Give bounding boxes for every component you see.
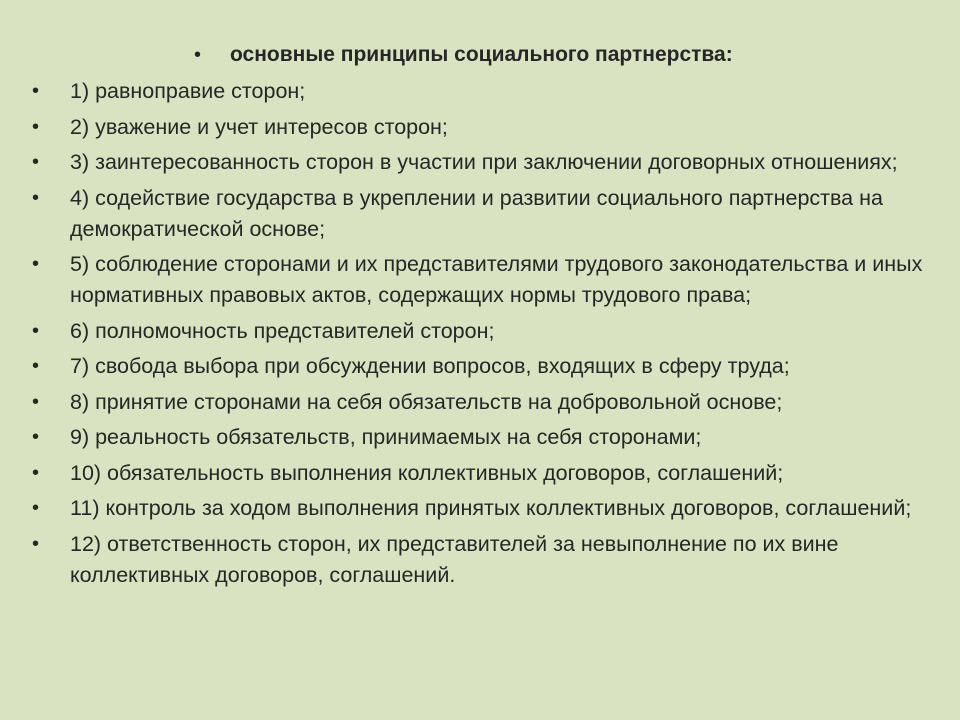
list-item	[32, 183, 948, 245]
list-item	[32, 458, 948, 489]
list-item-text: 1) равноправие сторон;	[70, 79, 306, 103]
list-item	[32, 316, 948, 347]
bullet-icon: •	[32, 355, 40, 377]
list-item-text: 11) контроль за ходом выполнения принятых коллективных договоров, соглашений;	[70, 496, 912, 520]
list-item	[32, 422, 948, 453]
title-row	[194, 40, 733, 70]
list-item-text: 10) обязательность выполнения коллективных договоров, соглашений;	[70, 460, 784, 485]
list-item	[32, 147, 948, 178]
list-item-text: 6) полномочность представителей сторон;	[70, 318, 495, 343]
bullet-icon: •	[32, 461, 40, 484]
list-item-text: 12) ответственность сторон, их представителей за невыполнение по их вине коллективных договоров, соглашений.	[70, 531, 839, 587]
list-item-text: 2) уважение и учет интересов сторон;	[70, 114, 448, 139]
list-item-text: 9) реальность обязательств, принимаемых на себя сторонами;	[70, 425, 702, 449]
list-item-text: 5) соблюдение сторонами и их представителями трудового законодательства и иных нормативных правовых актов, содержащих нормы трудового права;	[70, 252, 923, 307]
principles-list	[32, 76, 948, 595]
list-item	[32, 76, 948, 107]
list-item	[32, 493, 948, 524]
list-item-text: 8) принятие сторонами на себя обязательств на добровольной основе;	[70, 389, 783, 414]
list-item	[32, 351, 948, 382]
list-item-text: 4) содействие государства в укреплении и развитии социального партнерства на демократической основе;	[70, 185, 883, 241]
list-item	[32, 529, 948, 591]
bullet-icon: •	[32, 426, 40, 448]
bullet-icon: •	[194, 44, 202, 66]
bullet-icon: •	[32, 390, 40, 413]
list-item	[32, 249, 948, 311]
list-item	[32, 387, 948, 418]
slide-title: основные принципы социального партнерства:	[230, 43, 733, 66]
list-item-text: 7) свобода выбора при обсуждении вопросов, входящих в сферу труда;	[70, 354, 790, 378]
bullet-icon: •	[32, 532, 40, 555]
bullet-icon: •	[32, 319, 40, 342]
list-item-text: 3) заинтересованность сторон в участии при заключении договорных отношениях;	[70, 150, 898, 174]
bullet-icon: •	[32, 115, 40, 138]
bullet-icon: •	[32, 80, 40, 102]
bullet-icon: •	[32, 253, 40, 275]
bullet-icon: •	[32, 497, 40, 519]
bullet-icon: •	[32, 186, 40, 209]
list-item	[32, 112, 948, 143]
bullet-icon: •	[32, 151, 40, 173]
